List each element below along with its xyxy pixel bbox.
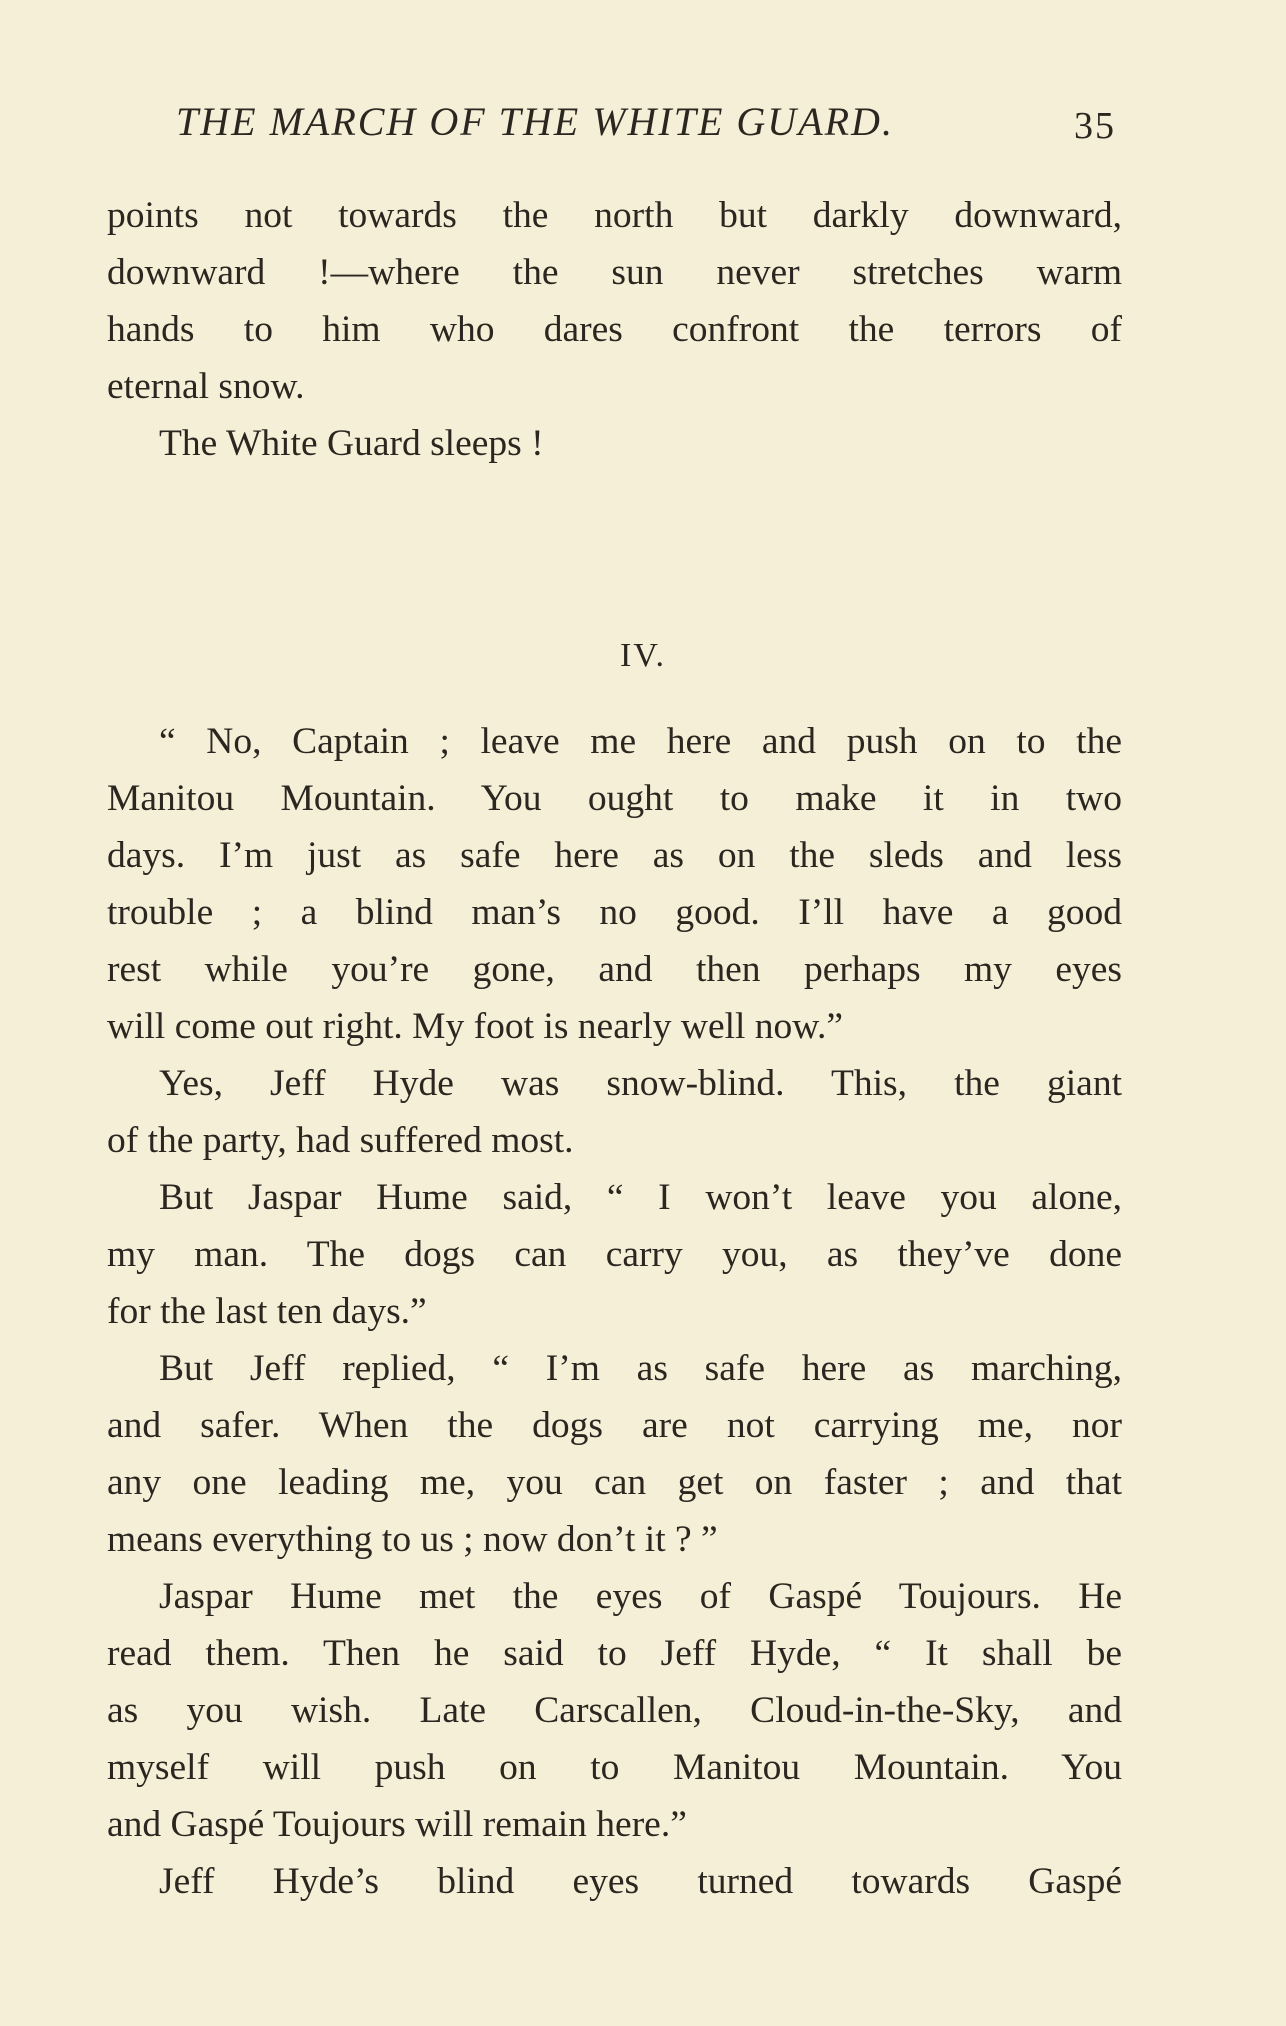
text-line: rest while you’re gone, and then perhaps my eyes <box>107 949 1122 990</box>
text-line: But Jeff replied, “ I’m as safe here as marching, <box>159 1348 1122 1389</box>
text-line: Jaspar Hume met the eyes of Gaspé Toujours. He <box>159 1576 1122 1617</box>
running-title: THE MARCH OF THE WHITE GUARD. <box>176 99 894 144</box>
page-number: 35 <box>1074 105 1116 147</box>
text-line: read them. Then he said to Jeff Hyde, “ It shall be <box>107 1633 1122 1674</box>
text-line: means everything to us ; now don’t it ? ” <box>107 1519 718 1560</box>
text-line: will come out right. My foot is nearly well now.” <box>107 1006 843 1047</box>
text-line: The White Guard sleeps ! <box>159 423 544 464</box>
text-line: any one leading me, you can get on faster ; and that <box>107 1462 1122 1503</box>
section-one-text <box>107 187 1122 472</box>
text-line: eternal snow. <box>107 366 305 407</box>
text-line: for the last ten days.” <box>107 1291 427 1332</box>
text-line: as you wish. Late Carscallen, Cloud-in-the-Sky, and <box>107 1690 1122 1731</box>
text-line: of the party, had suffered most. <box>107 1120 574 1161</box>
text-line: Jeff Hyde’s blind eyes turned towards Gaspé <box>159 1861 1122 1902</box>
text-line: points not towards the north but darkly downward, <box>107 195 1122 236</box>
text-line: trouble ; a blind man’s no good. I’ll have a good <box>107 892 1122 933</box>
section-two-text <box>107 713 1122 1910</box>
running-head <box>176 98 1116 148</box>
text-line: and Gaspé Toujours will remain here.” <box>107 1804 687 1845</box>
text-line: downward !—where the sun never stretches warm <box>107 252 1122 293</box>
section-heading: IV. <box>620 637 666 674</box>
text-line: my man. The dogs can carry you, as they’ve done <box>107 1234 1122 1275</box>
text-line: days. I’m just as safe here as on the sleds and less <box>107 835 1122 876</box>
text-line: myself will push on to Manitou Mountain. You <box>107 1747 1122 1788</box>
text-line: Yes, Jeff Hyde was snow-blind. This, the giant <box>159 1063 1122 1104</box>
text-line: and safer. When the dogs are not carrying me, nor <box>107 1405 1122 1446</box>
text-line: “ No, Captain ; leave me here and push on to the <box>159 721 1122 762</box>
text-line: But Jaspar Hume said, “ I won’t leave you alone, <box>159 1177 1122 1218</box>
text-line: hands to him who dares confront the terrors of <box>107 309 1122 350</box>
text-line: Manitou Mountain. You ought to make it in two <box>107 778 1122 819</box>
